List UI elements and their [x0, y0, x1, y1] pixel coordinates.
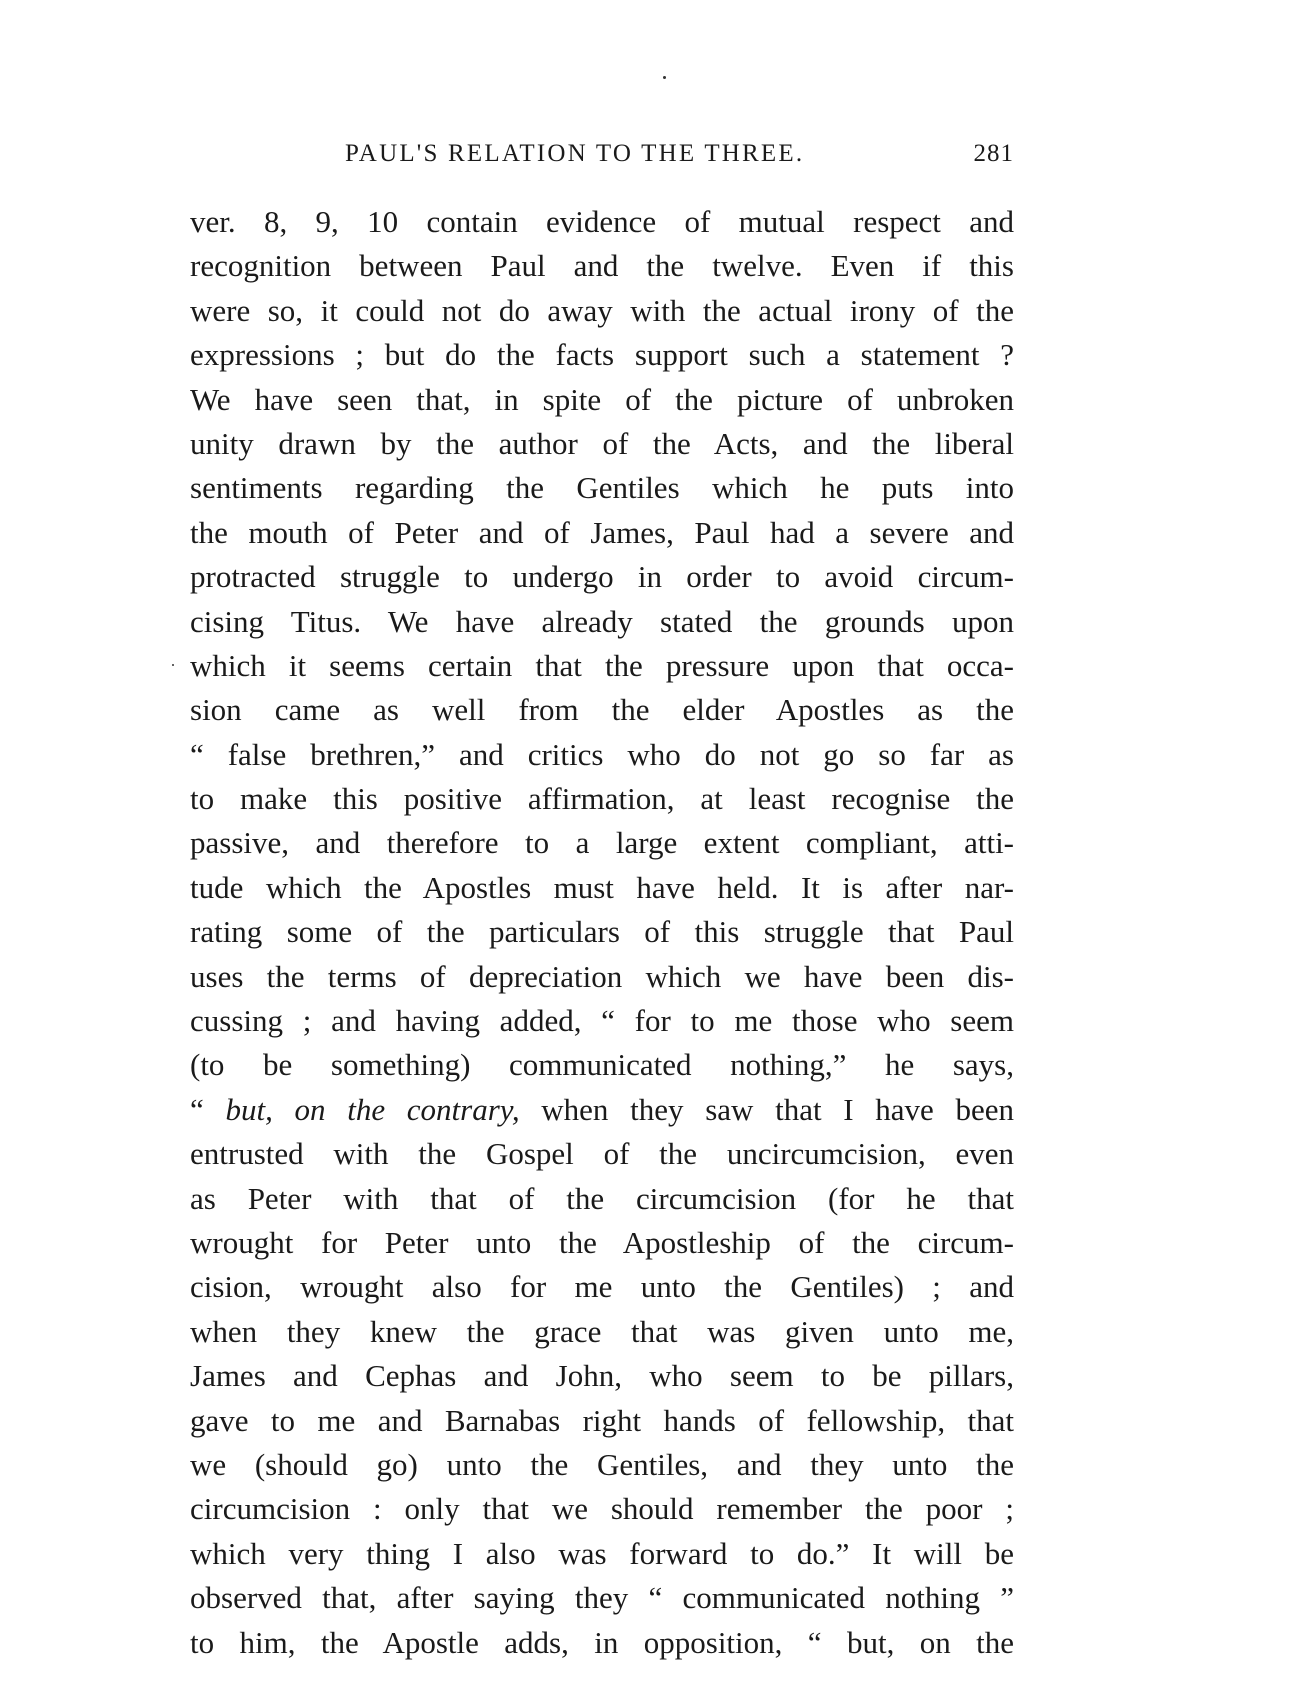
text-line: which very thing I also was forward to do.” It will be	[190, 1535, 1014, 1571]
text-line: sion came as well from the elder Apostles as the	[190, 692, 1014, 728]
margin-speck-mark	[172, 664, 174, 666]
open-quote: “	[190, 1091, 226, 1127]
text-line: observed that, after saying they “ communicated nothing ”	[190, 1580, 1014, 1616]
text-line: gave to me and Barnabas right hands of fellowship, that	[190, 1402, 1014, 1438]
text-line: we (should go) unto the Gentiles, and they unto the	[190, 1446, 1014, 1482]
line-remainder: when they saw that I have been	[519, 1091, 1015, 1127]
text-line: protracted struggle to undergo in order to avoid circum-	[190, 559, 1014, 595]
text-line: sentiments regarding the Gentiles which he puts into	[190, 470, 1014, 506]
text-line: circumcision : only that we should remember the poor ;	[190, 1491, 1014, 1527]
word-gap	[273, 1092, 295, 1127]
text-line: expressions ; but do the facts support such a statement ?	[190, 337, 1014, 373]
text-line: when they knew the grace that was given unto me,	[190, 1313, 1014, 1349]
text-line: wrought for Peter unto the Apostleship of the circum-	[190, 1224, 1014, 1260]
running-title: PAUL'S RELATION TO THE THREE.	[345, 140, 805, 167]
text-line: cision, wrought also for me unto the Gentiles) ; and	[190, 1269, 1014, 1305]
text-line-with-italics	[190, 1088, 1014, 1132]
text-line: ver. 8, 9, 10 contain evidence of mutual respect and	[190, 204, 1014, 239]
text-line: which it seems certain that the pressure upon that occa-	[190, 647, 1014, 683]
text-line: passive, and therefore to a large extent compliant, atti-	[190, 825, 1014, 861]
body-text	[190, 200, 1014, 1665]
text-line: entrusted with the Gospel of the uncircumcision, even	[190, 1136, 1014, 1172]
text-line: recognition between Paul and the twelve. Even if this	[190, 248, 1014, 284]
text-line: We have seen that, in spite of the picture of unbroken	[190, 381, 1014, 417]
running-header	[190, 140, 1014, 180]
italic-phrase: but,	[225, 1091, 273, 1127]
text-line: cussing ; and having added, “ for to me those who seem	[190, 1003, 1014, 1039]
text-line: “ false brethren,” and critics who do not go so far as	[190, 736, 1014, 772]
text-line: were so, it could not do away with the actual irony of the	[190, 292, 1014, 328]
text-line: cising Titus. We have already stated the grounds upon	[190, 603, 1014, 639]
text-line: to make this positive affirmation, at least recognise the	[190, 781, 1014, 817]
page-number: 281	[973, 140, 1014, 167]
text-line: James and Cephas and John, who seem to be pillars,	[190, 1358, 1014, 1394]
text-line: as Peter with that of the circumcision (for he that	[190, 1180, 1014, 1216]
text-line: uses the terms of depreciation which we have been dis-	[190, 958, 1014, 994]
italic-phrase: on the contrary,	[294, 1091, 520, 1127]
text-line: tude which the Apostles must have held. It is after nar-	[190, 869, 1014, 905]
text-line: the mouth of Peter and of James, Paul had a severe and	[190, 514, 1014, 550]
top-speck-mark	[663, 76, 666, 79]
text-line: rating some of the particulars of this struggle that Paul	[190, 914, 1014, 950]
text-line: unity drawn by the author of the Acts, and the liberal	[190, 425, 1014, 461]
text-line: (to be something) communicated nothing,” he says,	[190, 1047, 1014, 1083]
text-line: to him, the Apostle adds, in opposition, “ but, on the	[190, 1624, 1014, 1660]
